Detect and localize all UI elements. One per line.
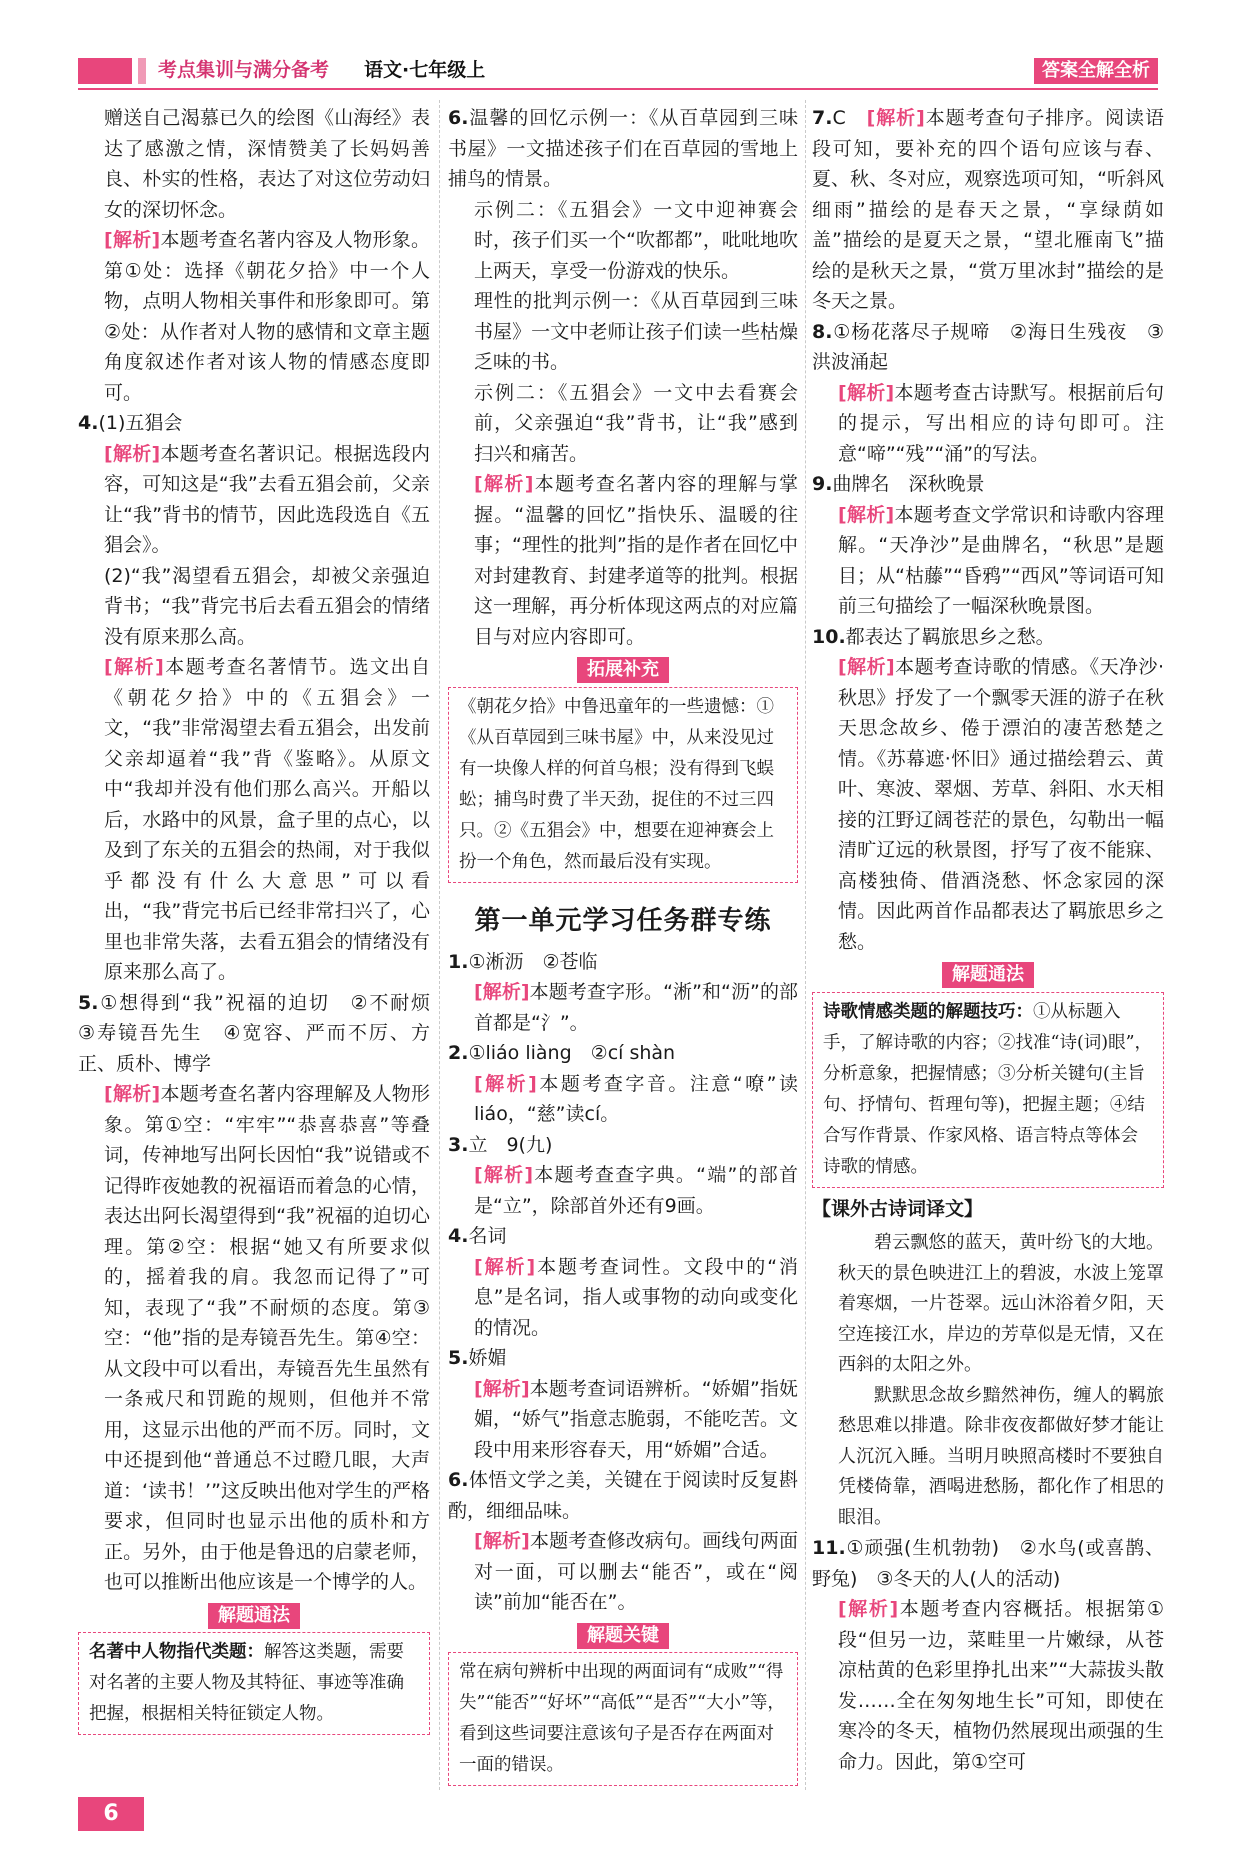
analysis-tag: [解析] (474, 1072, 537, 1095)
answer-text: ①想得到“我”祝福的迫切 ②不耐烦 ③寿镜吾先生 ④宽容、严而不厉、方正、质朴、博学 (78, 991, 450, 1075)
question-number: 4. (448, 1225, 469, 1247)
answer-text: 示例二：《五猖会》一文中去看赛会前，父亲强迫“我”背书，让“我”感到扫兴和痛苦。 (474, 381, 798, 465)
question-number: 5. (78, 991, 99, 1014)
analysis-block (78, 225, 430, 408)
answer-text: 曲牌名 深秋晚景 (832, 473, 985, 495)
analysis-block (78, 652, 430, 988)
analysis-tag: [解析] (838, 503, 895, 526)
question-6-answer (448, 103, 798, 195)
tip-box-title: 解题通法 (812, 959, 1164, 990)
subject-label: 语文·七年级上 (364, 59, 486, 81)
answer-text: (1)五猖会 (98, 412, 183, 434)
question-number: 8. (812, 320, 833, 343)
tip-box (78, 1632, 430, 1735)
column-left (78, 103, 450, 1741)
key-box (448, 1652, 798, 1786)
unit-question-8 (812, 317, 1164, 378)
answer-text: 温馨的回忆示例一：《从百草园到三味书屋》一文描述孩子们在百草园的雪地上捕鸟的情景。 (448, 107, 798, 190)
header-rule (78, 88, 1158, 90)
analysis-tag: [解析] (104, 656, 164, 678)
analysis-block (448, 1069, 798, 1130)
unit-question-11 (812, 1533, 1164, 1594)
tip-box-heading: 诗歌情感类题的解题技巧： (823, 1001, 1033, 1022)
analysis-block (812, 1594, 1164, 1777)
answer-text: (2)“我”渴望看五猖会，却被父亲强迫背书；“我”背完书后去看五猖会的情绪没有原来那么高。 (104, 564, 430, 648)
analysis-tag: [解析] (474, 1377, 530, 1400)
analysis-tag: [解析] (104, 229, 161, 251)
question-number: 7. (812, 107, 833, 129)
answer-text: 名词 (468, 1225, 507, 1247)
answer-text: 都表达了羁旅思乡之愁。 (845, 625, 1055, 648)
translation-paragraph: 默默思念故乡黯然神伤，缠人的羁旅愁思难以排遣。除非夜夜都做好梦才能让人沉沉入睡。当明月映照高楼时不要独自凭楼倚靠，酒喝进愁肠，都化作了相思的眼泪。 (838, 1384, 1164, 1528)
analysis-tag: [解析] (104, 1083, 161, 1105)
header-accent-block (78, 58, 132, 84)
analysis-text: 本题考查古诗默写。根据前后句的提示，写出相应的诗句即可。注意“啼”“残”“涌”的写法。 (838, 381, 1164, 465)
question-number: 3. (448, 1133, 469, 1156)
analysis-tag: [解析] (474, 1530, 530, 1552)
analysis-block (812, 652, 1164, 957)
analysis-tag: [解析] (104, 442, 161, 465)
analysis-text: 本题考查文学常识和诗歌内容理解。“天净沙”是曲牌名，“秋思”是题目；从“枯藤”“昏鸦”“西风”等词语可知前三句描绘了一幅深秋晚景图。 (838, 503, 1164, 617)
analysis-tag: [解析] (838, 656, 895, 678)
answer-text: 赠送自己渴慕已久的绘图《山海经》表达了感激之情，深情赞美了长妈妈善良、朴实的性格，表达了对这位劳动妇女的深切怀念。 (104, 107, 430, 221)
question-number: 9. (812, 473, 833, 495)
tip-box-text: ①从标题入手，了解诗歌的内容；②找准“诗(词)眼”，分析意象，把握情感；③分析关键句(主旨句、抒情句、哲理句等)，把握主题；④结合写作背景、作家风格、语言特点等体会诗歌的情感。 (823, 1001, 1153, 1177)
question-number: 6. (448, 1469, 469, 1491)
unit-question-5 (448, 1343, 798, 1374)
analysis-block (448, 469, 798, 652)
extension-box (448, 687, 798, 883)
column-divider-2 (805, 100, 806, 1790)
question-5-answer (78, 988, 450, 1080)
question-number: 2. (448, 1042, 469, 1064)
answer-text: C (832, 107, 846, 129)
analysis-block (448, 1526, 798, 1618)
answer-section-badge: 答案全解全析 (1034, 58, 1158, 84)
answer-text: 娇媚 (468, 1347, 507, 1369)
question-number: 1. (448, 950, 469, 973)
tip-box-title: 解题通法 (78, 1600, 430, 1631)
analysis-tag: [解析] (474, 1164, 534, 1186)
answer-text: ①杨花落尽子规啼 ②海日生残夜 ③洪波涌起 (812, 320, 1164, 373)
translation-heading: 【课外古诗词译文】 (812, 1197, 984, 1220)
analysis-text: 本题考查名著内容理解及人物形象。第①空：“牢牢”“恭喜恭喜”等叠词，传神地写出阿长因怕“我”说错或不记得昨夜她教的祝福语而着急的心情，表达出阿长渴望得到“我”祝福的迫切心理。第②空：根据“她又有所要求似的，摇着我的肩。我忽而记得了”可知，表现了“我”不耐烦的态度。第③空：“他”指的是寿镜吾先生。第④空：从文段中可以看出，寿镜吾先生虽然有一条戒尺和罚跪的规则，但他并不常用，这显示出他的严而不厉。同时，文中还提到他“普通总不过瞪几眼，大声道：‘读书！’”这反映出他对学生的严格要求，但同时也显示出他的质朴和方正。另外，由于他是鲁迅的启蒙老师，也可以推断出他应该是一个博学的人。 (104, 1083, 430, 1593)
analysis-tag: [解析] (474, 981, 530, 1003)
unit-title: 第一单元学习任务群专练 (474, 905, 772, 936)
analysis-tag: [解析] (866, 107, 925, 129)
question-number: 6. (448, 107, 469, 129)
analysis-tag: [解析] (474, 473, 534, 495)
tip-box-heading: 名著中人物指代类题： (89, 1642, 264, 1662)
question-4-answer (78, 408, 430, 439)
analysis-text: 本题考查修改病句。画线句两面对一面，可以删去“能否”，或在“阅读”前加“能否在”。 (474, 1530, 798, 1613)
analysis-block (448, 1160, 798, 1221)
analysis-text: 本题考查内容概括。根据第①段“但另一边，菜畦里一片嫩绿，从苍凉枯黄的色彩里挣扎出来”“大蒜拔头散发……全在匆匆地生长”可知，即使在寒冷的冬天，植物仍然展现出顽强的生命力。因此，第①空可 (838, 1598, 1164, 1773)
analysis-text: 本题考查名著情节。选文出自《朝花夕拾》中的《五猖会》一文，“我”非常渴望去看五猖会，出发前父亲却逼着“我”背《鉴略》。从原文中“我却并没有他们那么高兴。开船以后，水路中的风景，盒子里的点心，以及到了东关的五猖会的热闹，对于我似乎都没有什么大意思”可以看出，“我”背完书后已经非常扫兴了，心里也非常失落，去看五猖会的情绪没有原来那么高了。 (104, 656, 430, 983)
answer-text: ①顽强(生机勃勃) ②水鸟(或喜鹊、野兔) ③冬天的人(人的活动) (812, 1537, 1164, 1590)
analysis-block (448, 1374, 798, 1466)
analysis-text: 本题考查诗歌的情感。《天净沙·秋思》抒发了一个飘零天涯的游子在秋天思念故乡、倦于漂泊的凄苦愁楚之情。《苏幕遮·怀旧》通过描绘碧云、黄叶、寒波、翠烟、芳草、斜阳、水天相接的江野辽阔苍茫的景色，勾勒出一幅清旷辽远的秋景图，抒写了夜不能寐、高楼独倚、借酒浇愁、怀念家园的深情。因此两首作品都表达了羁旅思乡之愁。 (838, 656, 1164, 953)
unit-question-3 (448, 1130, 798, 1161)
analysis-tag: [解析] (838, 381, 895, 404)
translation-paragraph: 碧云飘悠的蓝天，黄叶纷飞的大地。秋天的景色映进江上的碧波，水波上笼罩着寒烟，一片苍翠。远山沐浴着夕阳，天空连接江水，岸边的芳草似是无情，又在西斜的太阳之外。 (838, 1232, 1164, 1375)
extension-box-text: 《朝花夕拾》中鲁迅童年的一些遗憾：①《从百草园到三味书屋》中，从来没见过有一块像人样的何首乌根；没有得到飞蜈蚣；捕鸟时费了半天劲，捉住的不过三四只。②《五猖会》中，想要在迎神赛会上扮一个角色，然而最后没有实现。 (459, 696, 774, 872)
analysis-tag: [解析] (838, 1598, 899, 1620)
unit-question-7 (812, 103, 1164, 317)
unit-question-2 (448, 1038, 798, 1069)
answer-text: 理性的批判示例一：《从百草园到三味书屋》一文中老师让孩子们读一些枯燥乏味的书。 (474, 290, 798, 373)
analysis-text: 本题考查名著内容及人物形象。第①处：选择《朝花夕拾》中一个人物，点明人物相关事件和形象即可。第②处：从作者对人物的感情和文章主题角度叙述作者对该人物的情感态度即可。 (104, 229, 430, 404)
page-header (78, 58, 1158, 88)
unit-question-4 (448, 1221, 798, 1252)
analysis-block (78, 439, 430, 561)
analysis-text: 本题考查查字典。“端”的部首是“立”，除部首外还有9画。 (474, 1164, 798, 1217)
analysis-text: 本题考查名著识记。根据选段内容，可知这是“我”去看五猖会前，父亲让“我”背书的情节，因此选段选自《五猖会》。 (104, 442, 430, 556)
analysis-text: 本题考查词性。文段中的“消息”是名词，指人或事物的动向或变化的情况。 (474, 1255, 798, 1339)
analysis-block (78, 1079, 430, 1598)
tip-box-text: 解答这类题，需要对名著的主要人物及其特征、事迹等准确把握，根据相关特征锁定人物。 (89, 1642, 404, 1724)
answer-text: ①淅沥 ②苍临 (468, 950, 598, 973)
analysis-tag: [解析] (474, 1255, 536, 1278)
analysis-block (812, 378, 1164, 470)
question-number: 5. (448, 1347, 469, 1369)
unit-question-1 (448, 947, 798, 978)
column-right (812, 103, 1164, 1777)
answer-text: ①liáo liàng ②cí shàn (468, 1042, 676, 1064)
answer-text: 体悟文学之美，关键在于阅读时反复斟酌，细细品味。 (448, 1469, 798, 1522)
analysis-block (812, 500, 1164, 622)
answer-text: 示例二：《五猖会》一文中迎神赛会时，孩子们买一个“吹都都”，吡吡地吹上两天，享受一份游戏的快乐。 (474, 198, 798, 282)
unit-question-6 (448, 1465, 798, 1526)
analysis-block (448, 1252, 798, 1344)
question-number: 10. (812, 625, 846, 648)
key-box-title: 解题关键 (448, 1620, 798, 1651)
question-number: 11. (812, 1537, 846, 1559)
extension-box-title: 拓展补充 (448, 654, 798, 685)
answer-text: 立 9(九) (468, 1133, 553, 1156)
analysis-text: 本题考查名著内容的理解与掌握。“温馨的回忆”指快乐、温暖的往事；“理性的批判”指的是作者在回忆中对封建教育、封建孝道等的批判。根据这一理解，再分析体现这两点的对应篇目与对应内容即可。 (474, 473, 798, 648)
column-middle (448, 103, 798, 1792)
key-box-text: 常在病句辨析中出现的两面词有“成败”“得失”“能否”“好坏”“高低”“是否”“大小”等，看到这些词要注意该句子是否存在两面对一面的错误。 (459, 1662, 785, 1775)
book-title: 考点集训与满分备考 (158, 59, 330, 81)
analysis-text: 本题考查字形。“淅”和“沥”的部首都是“氵”。 (474, 981, 799, 1034)
header-accent-stripe (138, 58, 146, 84)
unit-question-9 (812, 469, 1164, 500)
question-number: 4. (78, 412, 99, 434)
unit-question-10 (812, 622, 1164, 653)
analysis-text: 本题考查词语辨析。“娇媚”指妩媚，“娇气”指意志脆弱，不能吃苦。文段中用来形容春天，用“娇媚”合适。 (474, 1377, 799, 1461)
page-number: 6 (78, 1797, 144, 1831)
analysis-block (448, 977, 798, 1038)
column-divider-1 (439, 100, 440, 1790)
analysis-text: 本题考查句子排序。阅读语段可知，要补充的四个语句应该与春、夏、秋、冬对应，观察选项可知，“听斜风细雨”描绘的是春天之景，“享绿荫如盖”描绘的是夏天之景，“望北雁南飞”描绘的是秋天之景，“赏万里冰封”描绘的是冬天之景。 (812, 107, 1164, 312)
analysis-text: 本题考查字音。注意“嘹”读liáo，“慈”读cí。 (474, 1072, 798, 1125)
tip-box (812, 992, 1164, 1188)
